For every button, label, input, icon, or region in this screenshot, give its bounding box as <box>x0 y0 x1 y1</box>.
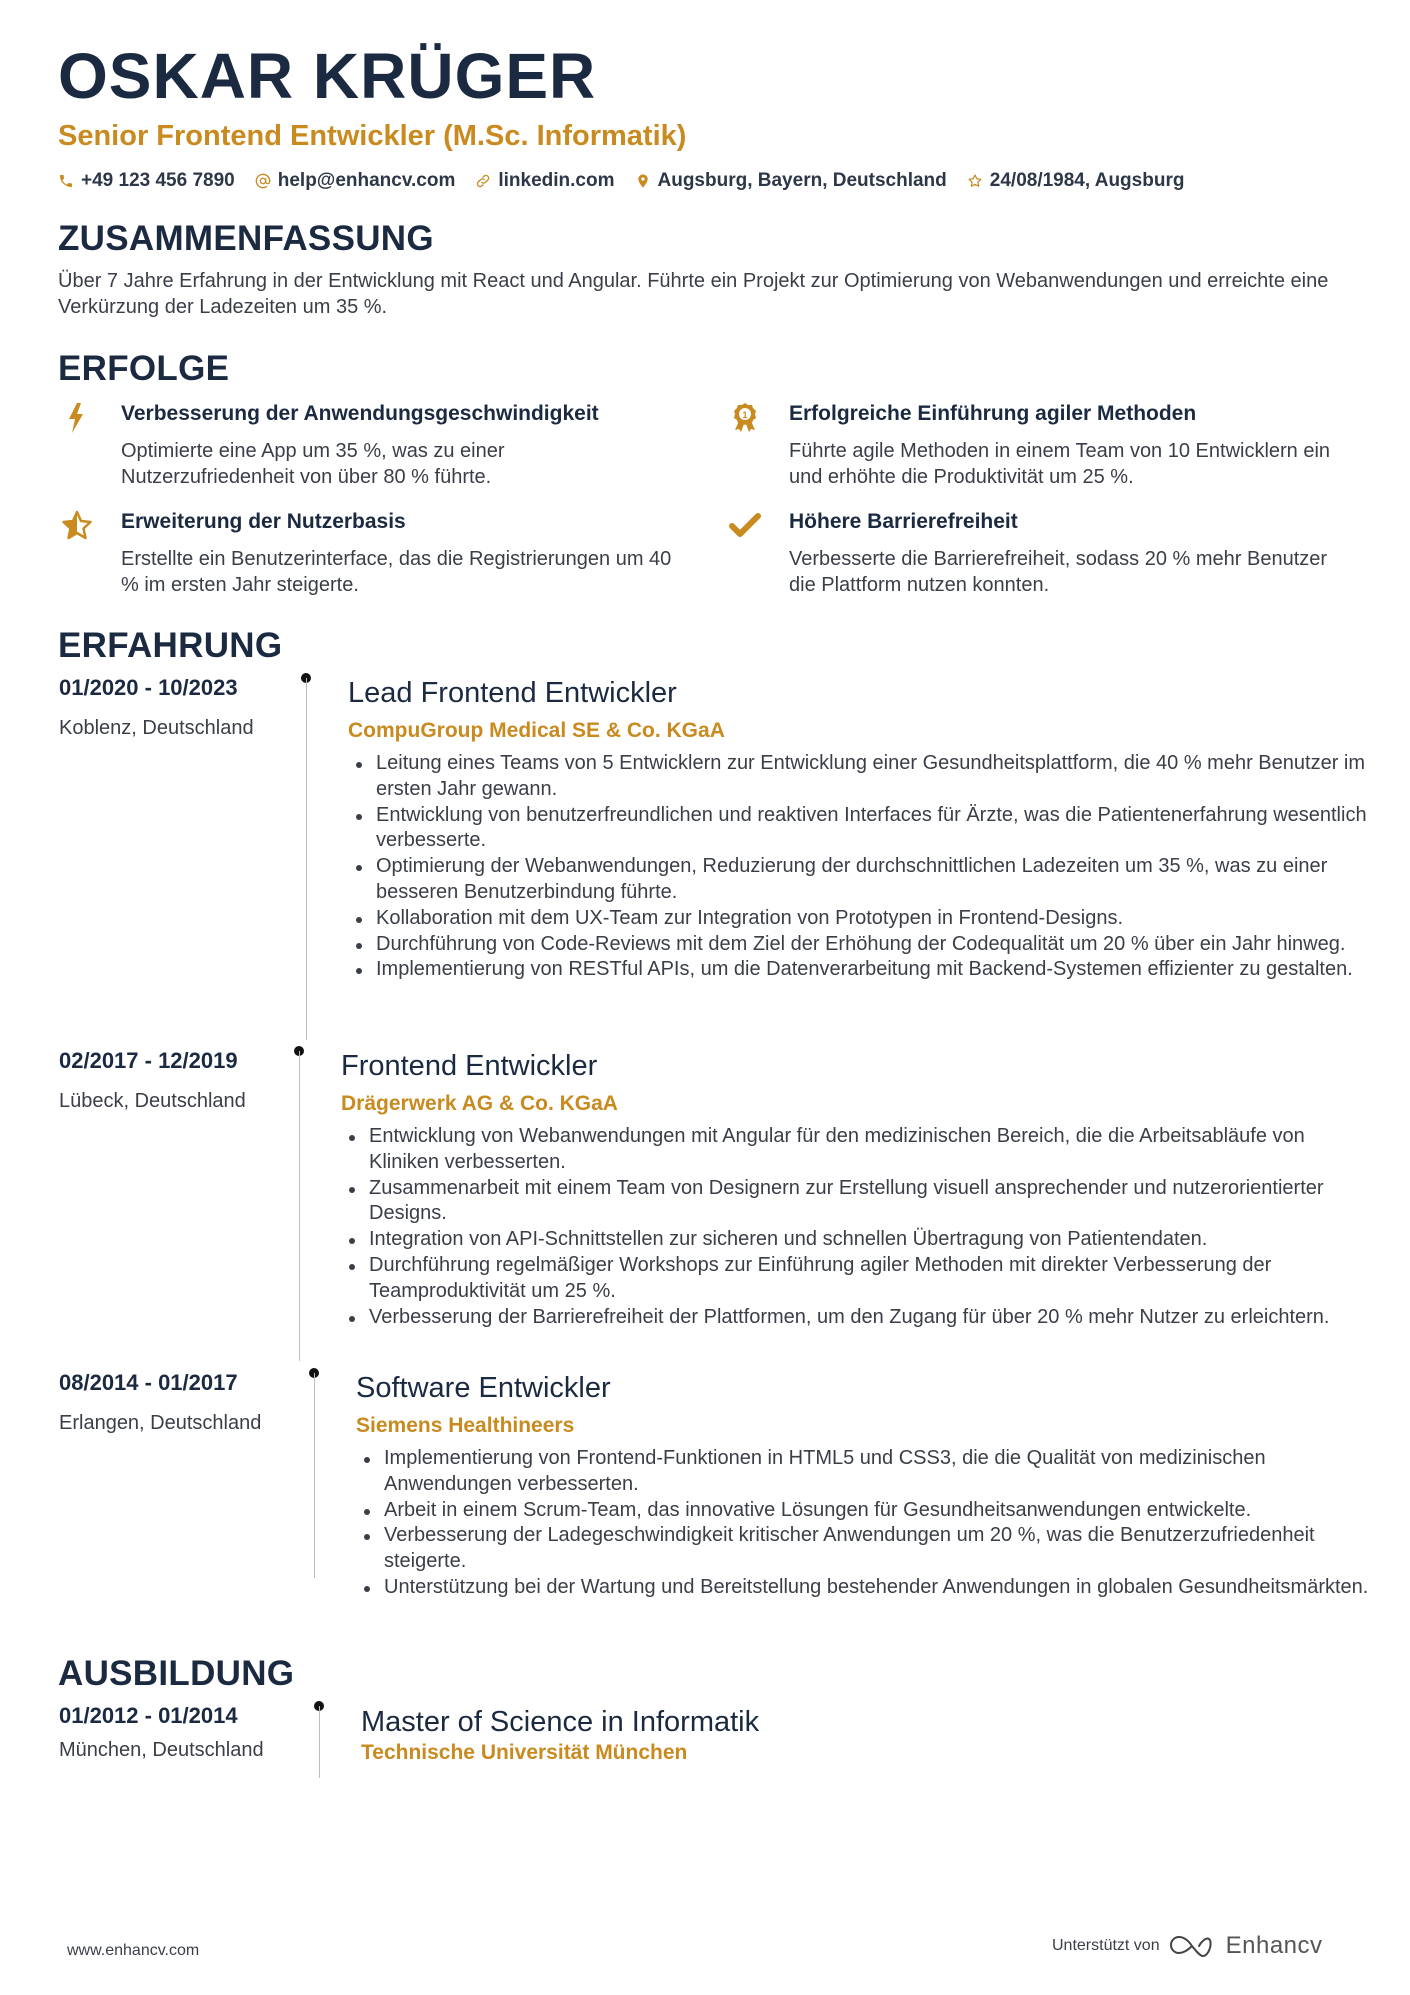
job-role: Frontend Entwickler <box>341 1050 598 1082</box>
job-bullet: Implementierung von Frontend-Funktionen in HTML5 und CSS3, die die Qualität von medizinischen Anwendungen verbesserten. <box>356 1446 1376 1498</box>
job-bullet: Durchführung von Code-Reviews mit dem Ziel der Erhöhung der Codequalität um 20 % über ein Jahr hinweg. <box>348 932 1368 958</box>
contact-phone-text: +49 123 456 7890 <box>81 170 235 191</box>
job-location: Lübeck, Deutschland <box>59 1090 246 1112</box>
achievement-description: Optimierte eine App um 35 %, was zu einer Nutzerzufriedenheit von über 80 % führte. <box>121 440 505 488</box>
contact-location-text: Augsburg, Bayern, Deutschland <box>657 170 947 191</box>
checkmark-icon <box>728 509 762 543</box>
contact-linkedin-text: linkedin.com <box>498 170 615 191</box>
job-company: CompuGroup Medical SE & Co. KGaA <box>348 719 725 742</box>
job-bullets <box>348 751 1368 983</box>
job-bullet: Implementierung von RESTful APIs, um die Datenverarbeitung mit Backend-Systemen effizienter zu gestalten. <box>348 957 1368 983</box>
star-half-icon <box>60 509 94 543</box>
footer-branding[interactable] <box>1052 1932 1323 1960</box>
contact-email-text: help@enhancv.com <box>277 170 456 191</box>
job-bullet: Verbesserung der Barrierefreiheit der Plattformen, um den Zugang für über 20 % mehr Nutzer zu erleichtern. <box>341 1305 1361 1331</box>
job-bullets <box>341 1124 1361 1330</box>
footer-website[interactable]: www.enhancv.com <box>67 1942 200 1959</box>
job-dates: 01/2020 - 10/2023 <box>59 675 238 700</box>
timeline-line <box>299 1051 300 1361</box>
timeline-line <box>319 1706 320 1778</box>
job-bullet: Zusammenarbeit mit einem Team von Designern zur Erstellung visuell ansprechender und nutzerorientierter Designs. <box>341 1176 1361 1228</box>
job-company: Siemens Healthineers <box>356 1414 575 1437</box>
job-bullet: Leitung eines Teams von 5 Entwicklern zur Entwicklung einer Gesundheitsplattform, die 40 % mehr Benutzer im ersten Jahr gewann. <box>348 751 1368 803</box>
lightning-bolt-icon <box>60 401 94 435</box>
summary-text: Über 7 Jahre Erfahrung in der Entwicklung mit React und Angular. Führte ein Projekt zur Optimierung von Webanwendungen und erreichte eine Verkürzung der Ladezeiten um 35 %. <box>58 270 1329 318</box>
job-role: Software Entwickler <box>356 1372 611 1404</box>
education-school: Technische Universität München <box>361 1741 688 1764</box>
phone-icon <box>58 172 74 190</box>
contact-row <box>58 169 1184 193</box>
achievement-title: Höhere Barrierefreiheit <box>789 510 1018 533</box>
achievement-description: Erstellte ein Benutzerinterface, das die Registrierungen um 40 % im ersten Jahr steigerte. <box>121 548 672 596</box>
contact-location <box>635 169 947 193</box>
enhancv-logo-icon <box>1170 1934 1216 1958</box>
contact-birth <box>967 169 1185 193</box>
award-medal-icon <box>728 401 762 435</box>
education-dates: 01/2012 - 01/2014 <box>59 1703 238 1728</box>
footer-brand-name: Enhancv <box>1225 1932 1323 1959</box>
education-degree: Master of Science in Informatik <box>361 1706 760 1738</box>
job-bullet: Optimierung der Webanwendungen, Reduzierung der durchschnittlichen Ladezeiten um 35 %, was zu einer besseren Benutzerbindung führte. <box>348 854 1368 906</box>
achievement-description: Verbesserte die Barrierefreiheit, sodass 20 % mehr Benutzer die Plattform nutzen konnten. <box>789 548 1328 596</box>
job-bullet: Durchführung regelmäßiger Workshops zur Einführung agiler Methoden mit direkter Verbesserung der Teamproduktivität um 25 %. <box>341 1253 1361 1305</box>
contact-birth-text: 24/08/1984, Augsburg <box>989 170 1185 191</box>
job-company: Drägerwerk AG & Co. KGaA <box>341 1092 618 1115</box>
section-title-education: AUSBILDUNG <box>58 1654 295 1693</box>
section-title-experience: ERFAHRUNG <box>58 626 283 665</box>
contact-linkedin[interactable] <box>475 169 614 193</box>
section-title-achievements: ERFOLGE <box>58 349 230 388</box>
job-bullet: Arbeit in einem Scrum-Team, das innovative Lösungen für Gesundheitsanwendungen entwickelte. <box>356 1498 1376 1524</box>
contact-phone <box>58 169 235 193</box>
job-location: Erlangen, Deutschland <box>59 1412 262 1434</box>
footer-powered-by: Unterstützt von <box>1052 1937 1160 1954</box>
link-icon <box>475 172 491 190</box>
section-title-summary: ZUSAMMENFASSUNG <box>58 219 434 258</box>
job-bullet: Unterstützung bei der Wartung und Bereitstellung bestehender Anwendungen in globalen Gesundheitsmärkten. <box>356 1575 1376 1601</box>
contact-email[interactable] <box>255 169 456 193</box>
job-dates: 02/2017 - 12/2019 <box>59 1048 238 1073</box>
achievement-title: Verbesserung der Anwendungsgeschwindigkeit <box>121 402 599 425</box>
job-bullets <box>356 1446 1376 1601</box>
job-bullet: Verbesserung der Ladegeschwindigkeit kritischer Anwendungen um 20 %, was die Benutzerzufriedenheit steigerte. <box>356 1523 1376 1575</box>
star-outline-icon <box>967 172 983 190</box>
job-role: Lead Frontend Entwickler <box>348 677 677 709</box>
location-pin-icon <box>635 172 651 190</box>
achievement-title: Erweiterung der Nutzerbasis <box>121 510 406 533</box>
job-bullet: Integration von API-Schnittstellen zur sicheren und schnellen Übertragung von Patientendaten. <box>341 1227 1361 1253</box>
job-dates: 08/2014 - 01/2017 <box>59 1370 238 1395</box>
achievement-description: Führte agile Methoden in einem Team von 10 Entwicklern ein und erhöhte die Produktivität um 25 %. <box>789 440 1331 488</box>
at-icon <box>255 172 271 190</box>
job-bullet: Kollaboration mit dem UX-Team zur Integration von Prototypen in Frontend-Designs. <box>348 906 1368 932</box>
job-location: Koblenz, Deutschland <box>59 717 254 739</box>
timeline-line <box>314 1373 315 1578</box>
timeline-line <box>306 678 307 1040</box>
svg-text:1: 1 <box>742 410 748 420</box>
candidate-headline: Senior Frontend Entwickler (M.Sc. Informatik) <box>58 120 687 152</box>
job-bullet: Entwicklung von benutzerfreundlichen und reaktiven Interfaces für Ärzte, was die Patientenerfahrung wesentlich verbesserte. <box>348 803 1368 855</box>
education-location: München, Deutschland <box>59 1739 264 1761</box>
achievement-title: Erfolgreiche Einführung agiler Methoden <box>789 402 1197 425</box>
candidate-name: OSKAR KRÜGER <box>58 40 597 112</box>
job-bullet: Entwicklung von Webanwendungen mit Angular für den medizinischen Bereich, die die Arbeitsabläufe von Kliniken verbesserten. <box>341 1124 1361 1176</box>
